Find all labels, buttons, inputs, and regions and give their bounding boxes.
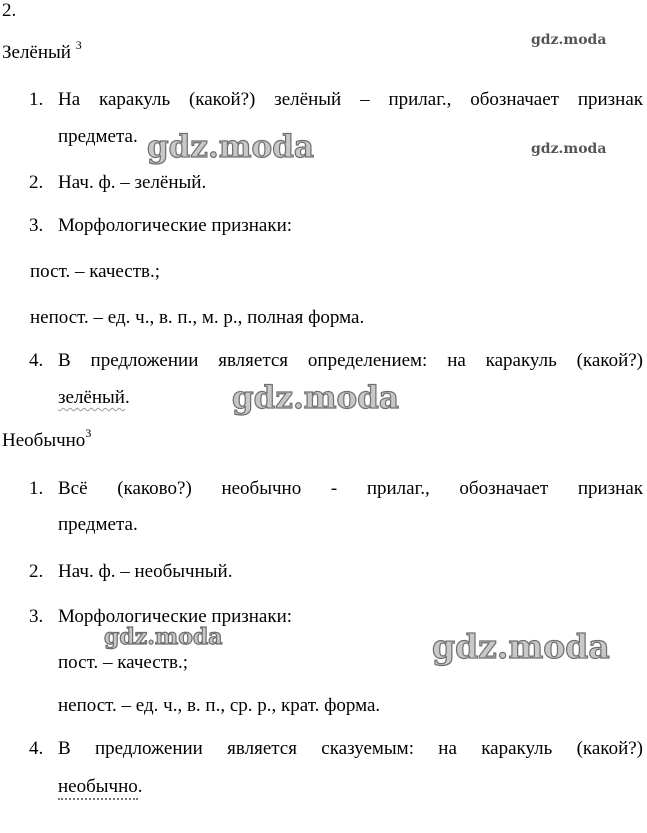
word2-item1-line2: предмета. [58, 514, 138, 535]
word2-item4-number: 4. [29, 738, 44, 759]
word1-title-sup: 3 [75, 38, 82, 52]
word2-item2: Нач. ф. – необычный. [58, 561, 233, 582]
word1-item4-line1: В предложении является определением: на каракуль (какой?) [58, 350, 643, 371]
word1-nonconst-features: непост. – ед. ч., в. п., м. р., полная форма. [30, 307, 365, 328]
word1-item4-number: 4. [29, 350, 44, 371]
word2-item1-line1: Всё (каково?) необычно - прилаг., обозначает признак [58, 478, 643, 499]
word2-item1-number: 1. [29, 478, 44, 499]
word1-item2: Нач. ф. – зелёный. [58, 172, 207, 193]
word2-title-sup: 3 [85, 426, 92, 440]
watermark-small-2: gdz.moda [531, 141, 607, 157]
word2-item2-number: 2. [29, 561, 44, 582]
task-number: 2. [2, 0, 17, 21]
word1-item1-number: 1. [29, 89, 44, 110]
watermark-large-1: gdz.moda [147, 129, 314, 165]
word2-nonconst-features: непост. – ед. ч., в. п., ср. р., крат. форма. [58, 695, 381, 716]
word1-item2-number: 2. [29, 172, 44, 193]
word2-item4-line1: В предложении является сказуемым: на каракуль (какой?) [58, 738, 643, 759]
word1-item4-period: . [124, 387, 130, 408]
word1-const-features: пост. – качеств.; [30, 261, 161, 282]
word2-item3-number: 3. [29, 606, 44, 627]
watermark-large-3: gdz.moda [432, 627, 610, 666]
word1-item3-number: 3. [29, 215, 44, 236]
word2-item4-period: . [137, 776, 143, 797]
word2-item4-line2 [58, 776, 143, 798]
word1-title [2, 38, 82, 64]
word1-item1-line1: На каракуль (какой?) зелёный – прилаг., обозначает признак [58, 89, 643, 110]
word2-predicate-word: необычно [58, 776, 138, 800]
word1-item3: Морфологические признаки: [58, 215, 293, 236]
word1-predicate-word: зелёный [58, 387, 125, 408]
watermark-large-2: gdz.moda [232, 380, 399, 416]
word2-title [2, 426, 92, 452]
word1-item1-line2: предмета. [58, 126, 138, 147]
word2-item3: Морфологические признаки: [58, 606, 293, 627]
word1-item4-line2 [58, 387, 130, 409]
word2-title-text: Необычно [2, 430, 86, 451]
watermark-small-1: gdz.moda [531, 32, 607, 48]
word1-title-text: Зелёный [2, 42, 71, 63]
watermark-medium: gdz.moda [104, 624, 223, 650]
word2-const-features: пост. – качеств.; [58, 652, 189, 673]
